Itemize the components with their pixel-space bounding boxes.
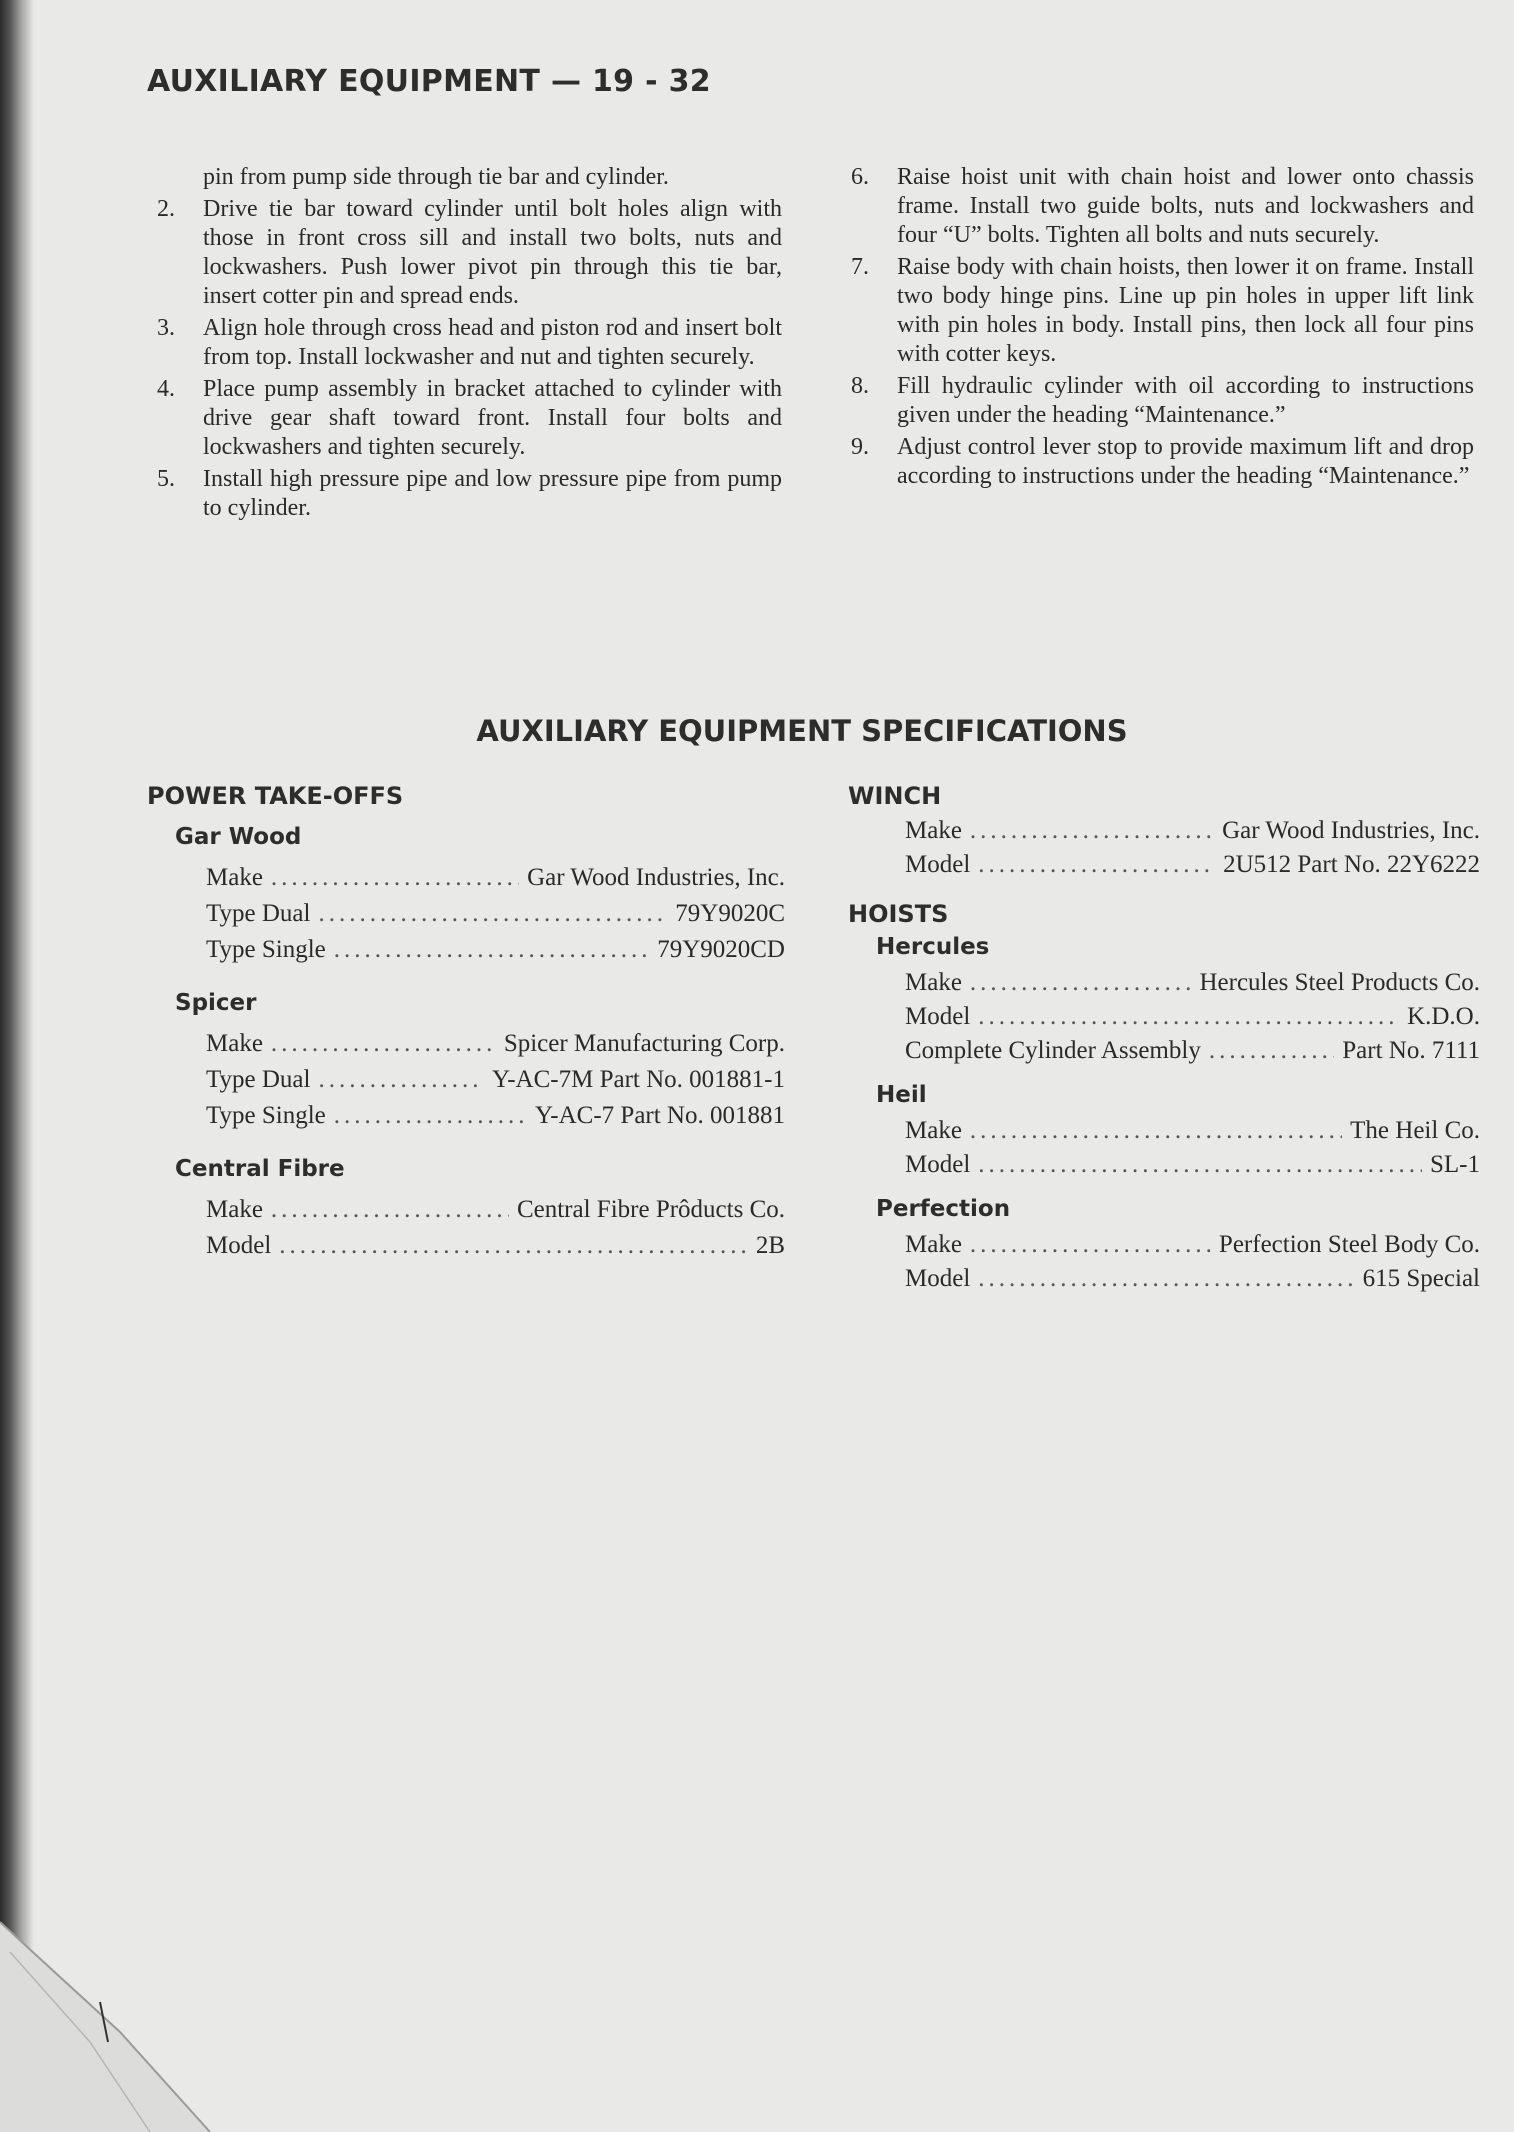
spec-group-perfection	[848, 1196, 1480, 1296]
step-item	[851, 433, 1474, 491]
dot-leader	[978, 1000, 1399, 1034]
step-number: 3.	[157, 315, 175, 341]
dot-leader	[271, 1026, 496, 1062]
dot-leader	[334, 932, 649, 968]
dot-leader	[970, 1114, 1342, 1148]
spec-row	[206, 896, 785, 932]
spec-value: Perfection Steel Body Co.	[1218, 1231, 1480, 1258]
spec-group-gar-wood	[147, 824, 785, 968]
spec-group-hercules	[848, 934, 1480, 1068]
step-item	[851, 372, 1474, 430]
group-title: Perfection	[876, 1196, 1011, 1222]
page-header: AUXILIARY EQUIPMENT — 19 - 32	[147, 64, 711, 99]
dot-leader	[271, 1192, 509, 1228]
step-item	[851, 253, 1474, 369]
spec-row	[206, 1098, 785, 1134]
spec-value: Central Fibre Prôducts Co.	[516, 1196, 785, 1223]
specifications-title: AUXILIARY EQUIPMENT SPECIFICATIONS	[476, 714, 1128, 748]
spec-row	[905, 966, 1480, 1000]
spec-value: 2U512 Part No. 22Y6222	[1223, 851, 1480, 878]
dot-leader	[1209, 1034, 1334, 1068]
spec-row	[905, 848, 1480, 882]
step-text: Raise hoist unit with chain hoist and lower onto chassis frame. Install two guide bolts, nuts and lockwashers and four “U” bolts. Tighten all bolts and nuts securely.	[897, 164, 1474, 248]
dot-leader	[318, 896, 667, 932]
step-number: 4.	[157, 376, 175, 402]
step-item	[157, 195, 782, 311]
spec-row	[905, 1262, 1480, 1296]
group-title: Spicer	[175, 990, 257, 1016]
category-title: POWER TAKE-OFFS	[147, 782, 404, 810]
step-text: pin from pump side through tie bar and cylinder.	[203, 164, 669, 190]
spec-value: Hercules Steel Products Co.	[1199, 969, 1480, 996]
spec-group-heil	[848, 1082, 1480, 1182]
spec-label: Model	[905, 851, 971, 878]
dot-leader	[978, 1148, 1422, 1182]
spec-row	[905, 1114, 1480, 1148]
dot-leader	[334, 1098, 527, 1134]
spec-value: SL-1	[1430, 1151, 1480, 1178]
spec-label: Make	[905, 817, 962, 844]
step-text: Install high pressure pipe and low pressure pipe from pump to cylinder.	[203, 466, 782, 521]
group-title: Central Fibre	[175, 1156, 345, 1182]
spec-value: 79Y9020C	[675, 900, 785, 927]
step-text: Adjust control lever stop to provide maximum lift and drop according to instructions under the heading “Maintenance.”	[897, 434, 1474, 489]
step-item	[157, 163, 782, 192]
group-title: Hercules	[876, 934, 990, 960]
assembly-steps-left	[157, 163, 782, 526]
step-item	[851, 163, 1474, 250]
spec-label: Model	[206, 1232, 272, 1259]
spec-group-winch	[848, 814, 1480, 882]
torn-corner-graphic	[0, 1882, 260, 2132]
spec-label: Make	[905, 969, 962, 996]
dot-leader	[271, 860, 519, 896]
dot-leader	[978, 1262, 1354, 1296]
specs-left-column	[147, 782, 785, 1286]
spec-label: Type Single	[206, 1102, 326, 1129]
spec-label: Type Single	[206, 936, 326, 963]
spec-value: The Heil Co.	[1350, 1117, 1480, 1144]
step-number: 7.	[851, 254, 869, 280]
dot-leader	[978, 848, 1215, 882]
step-number: 9.	[851, 434, 869, 460]
spec-row	[206, 1192, 785, 1228]
spec-value: 615 Special	[1362, 1265, 1480, 1292]
spec-label: Type Dual	[206, 1066, 311, 1093]
step-text: Raise body with chain hoists, then lower it on frame. Install two body hinge pins. Line up pin holes in upper lift link with pin holes in body. Install pins, then lock all four pins with cotter keys.	[897, 254, 1474, 367]
spec-label: Make	[905, 1231, 962, 1258]
spec-row	[206, 860, 785, 896]
spec-row	[905, 814, 1480, 848]
spec-label: Model	[905, 1003, 971, 1030]
spec-row	[905, 1148, 1480, 1182]
spec-row	[905, 1034, 1480, 1068]
dot-leader	[279, 1228, 748, 1264]
spec-row	[206, 1062, 785, 1098]
spec-label: Model	[905, 1151, 971, 1178]
specs-right-column	[848, 782, 1480, 1310]
group-title: Heil	[876, 1082, 927, 1108]
spec-label: Make	[206, 864, 263, 891]
dot-leader	[970, 966, 1192, 1000]
step-number: 8.	[851, 373, 869, 399]
step-item	[157, 465, 782, 523]
step-item	[157, 375, 782, 462]
dot-leader	[318, 1062, 483, 1098]
spec-value: Gar Wood Industries, Inc.	[1222, 817, 1480, 844]
spec-value: K.D.O.	[1407, 1003, 1480, 1030]
spec-value: Spicer Manufacturing Corp.	[503, 1030, 785, 1057]
spec-row	[206, 1228, 785, 1264]
assembly-steps-right	[851, 163, 1474, 494]
spec-value: Y-AC-7M Part No. 001881-1	[491, 1066, 785, 1093]
step-text: Align hole through cross head and piston rod and insert bolt from top. Install lockwasher and nut and tighten securely.	[203, 315, 782, 370]
step-number: 5.	[157, 466, 175, 492]
step-text: Drive tie bar toward cylinder until bolt holes align with those in front cross sill and install two bolts, nuts and lockwashers. Push lower pivot pin through this tie bar, insert cotter pin and spread ends.	[203, 196, 782, 309]
step-text: Fill hydraulic cylinder with oil according to instructions given under the heading “Maintenance.”	[897, 373, 1474, 428]
spec-group-central-fibre	[147, 1156, 785, 1264]
spec-row	[905, 1000, 1480, 1034]
category-title: WINCH	[848, 782, 942, 810]
step-number: 6.	[851, 164, 869, 190]
spec-row	[206, 932, 785, 968]
spec-label: Make	[905, 1117, 962, 1144]
spec-label: Type Dual	[206, 900, 311, 927]
spec-group-spicer	[147, 990, 785, 1134]
group-title: Gar Wood	[175, 824, 302, 850]
spec-label: Model	[905, 1265, 971, 1292]
page-binding-shadow	[0, 0, 34, 2132]
step-text: Place pump assembly in bracket attached to cylinder with drive gear shaft toward front. Install four bolts and lockwashers and tighten securely.	[203, 376, 782, 460]
spec-value: 79Y9020CD	[657, 936, 785, 963]
step-number: 2.	[157, 196, 175, 222]
dot-leader	[970, 1228, 1211, 1262]
spec-label: Complete Cylinder Assembly	[905, 1037, 1201, 1064]
spec-value: Y-AC-7 Part No. 001881	[535, 1102, 785, 1129]
spec-value: Part No. 7111	[1342, 1037, 1480, 1064]
spec-value: 2B	[755, 1232, 785, 1259]
step-item	[157, 314, 782, 372]
spec-label: Make	[206, 1030, 263, 1057]
spec-row	[206, 1026, 785, 1062]
category-title: HOISTS	[848, 900, 949, 928]
spec-row	[905, 1228, 1480, 1262]
spec-label: Make	[206, 1196, 263, 1223]
spec-value: Gar Wood Industries, Inc.	[527, 864, 785, 891]
dot-leader	[970, 814, 1214, 848]
